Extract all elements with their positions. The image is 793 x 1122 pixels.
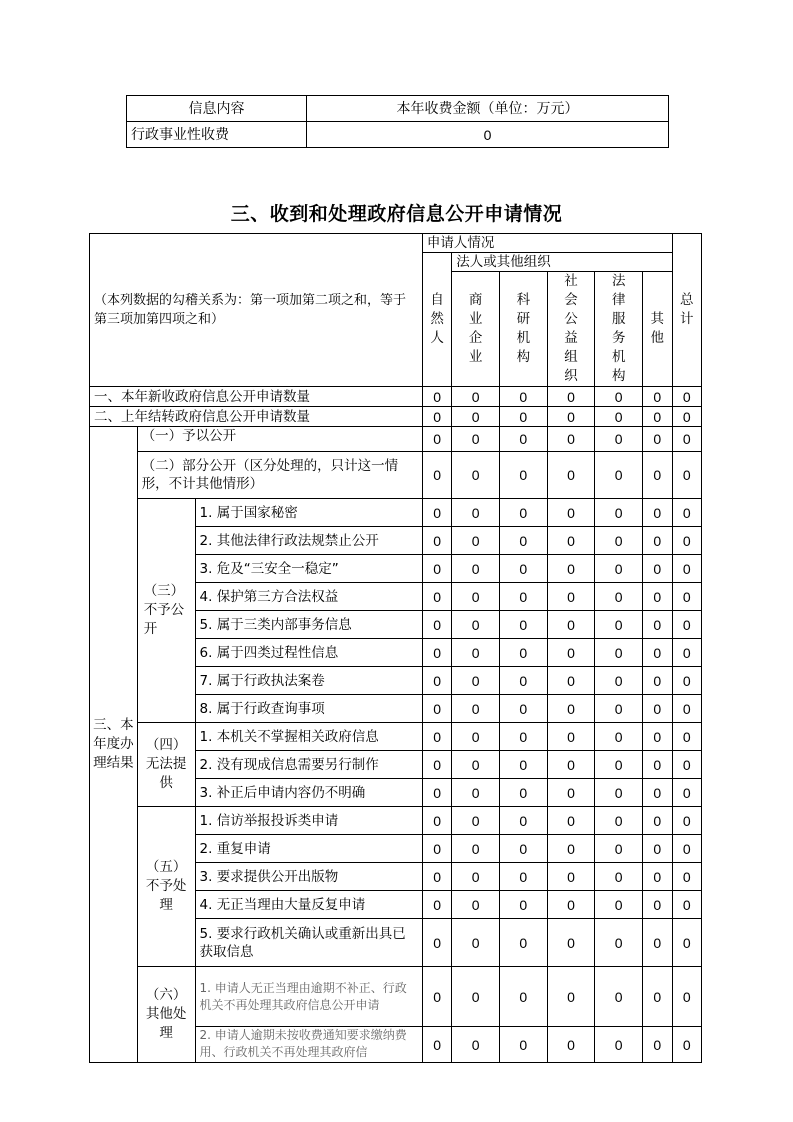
cell-value: 0 <box>595 387 643 407</box>
cell-value: 0 <box>452 387 500 407</box>
row-r1: （一）予以公开 <box>137 427 422 452</box>
cell-value: 0 <box>643 723 672 751</box>
cell-value: 0 <box>499 387 547 407</box>
cell-value: 0 <box>452 863 500 891</box>
cell-value: 0 <box>643 452 672 499</box>
cell-value: 0 <box>643 751 672 779</box>
cell-value: 0 <box>547 835 595 863</box>
col-legal-service: 法律服务机构 <box>595 272 643 387</box>
cell-value: 0 <box>422 452 451 499</box>
cell-value: 0 <box>672 723 702 751</box>
cell-value: 0 <box>452 499 500 527</box>
item-label: 6. 属于四类过程性信息 <box>195 639 422 667</box>
cell-value: 0 <box>547 407 595 427</box>
row-new: 一、本年新收政府信息公开申请数量 <box>90 387 423 407</box>
cell-value: 0 <box>452 427 500 452</box>
cell-value: 0 <box>595 751 643 779</box>
group-g3: （三）不予公开 <box>137 499 195 723</box>
cell-value: 0 <box>672 891 702 919</box>
cell-value: 0 <box>422 667 451 695</box>
cell-value: 0 <box>452 555 500 583</box>
cell-value: 0 <box>547 639 595 667</box>
cell-value: 0 <box>595 583 643 611</box>
cell-value: 0 <box>452 583 500 611</box>
cell-value: 0 <box>422 1027 451 1063</box>
cell-value: 0 <box>499 967 547 1027</box>
cell-value: 0 <box>672 527 702 555</box>
cell-value: 0 <box>452 667 500 695</box>
cell-value: 0 <box>643 667 672 695</box>
cell-value: 0 <box>547 427 595 452</box>
cell-value: 0 <box>452 639 500 667</box>
cell-value: 0 <box>499 639 547 667</box>
cell-value: 0 <box>595 407 643 427</box>
cell-value: 0 <box>672 667 702 695</box>
cell-value: 0 <box>643 427 672 452</box>
cell-value: 0 <box>643 967 672 1027</box>
fee-header-amount: 本年收费金额（单位：万元） <box>307 96 669 122</box>
group-g5: （五）不予处理 <box>137 807 195 967</box>
cell-value: 0 <box>452 779 500 807</box>
cell-value: 0 <box>547 555 595 583</box>
cell-value: 0 <box>672 427 702 452</box>
col-natural: 自然人 <box>422 253 451 387</box>
note-cell: （本列数据的勾稽关系为：第一项加第二项之和，等于第三项加第四项之和） <box>90 234 423 387</box>
fee-table <box>126 95 669 148</box>
cell-value: 0 <box>643 611 672 639</box>
cell-value: 0 <box>595 919 643 967</box>
cell-value: 0 <box>452 723 500 751</box>
item-label: 3. 要求提供公开出版物 <box>195 863 422 891</box>
cell-value: 0 <box>547 667 595 695</box>
cell-value: 0 <box>643 863 672 891</box>
cell-value: 0 <box>643 499 672 527</box>
cell-value: 0 <box>499 807 547 835</box>
cell-value: 0 <box>422 807 451 835</box>
cell-value: 0 <box>452 751 500 779</box>
cell-value: 0 <box>499 751 547 779</box>
cell-value: 0 <box>595 639 643 667</box>
cell-value: 0 <box>547 387 595 407</box>
cell-value: 0 <box>672 919 702 967</box>
table-row <box>90 407 702 427</box>
cell-value: 0 <box>452 527 500 555</box>
cell-value: 0 <box>595 891 643 919</box>
cell-value: 0 <box>547 695 595 723</box>
applicant-header: 申请人情况 <box>422 234 672 253</box>
cell-value: 0 <box>422 583 451 611</box>
cell-value: 0 <box>422 863 451 891</box>
cell-value: 0 <box>672 499 702 527</box>
item-label: 5. 要求行政机关确认或重新出具已获取信息 <box>195 919 422 967</box>
table-row <box>90 723 702 751</box>
table-row <box>90 807 702 835</box>
cell-value: 0 <box>422 387 451 407</box>
cell-value: 0 <box>643 527 672 555</box>
cell-value: 0 <box>499 452 547 499</box>
cell-value: 0 <box>499 1027 547 1063</box>
cell-value: 0 <box>595 611 643 639</box>
cell-value: 0 <box>672 452 702 499</box>
cell-value: 0 <box>643 779 672 807</box>
col-total: 总计 <box>672 234 702 387</box>
cell-value: 0 <box>672 1027 702 1063</box>
item-label: 1. 申请人无正当理由逾期不补正、行政机关不再处理其政府信息公开申请 <box>195 967 422 1027</box>
cell-value: 0 <box>595 499 643 527</box>
cell-value: 0 <box>643 387 672 407</box>
cell-value: 0 <box>422 835 451 863</box>
item-label: 2. 申请人逾期未按收费通知要求缴纳费用、行政机关不再处理其政府信 <box>195 1027 422 1063</box>
cell-value: 0 <box>452 695 500 723</box>
cell-value: 0 <box>452 611 500 639</box>
cell-value: 0 <box>672 583 702 611</box>
item-label: 5. 属于三类内部事务信息 <box>195 611 422 639</box>
cell-value: 0 <box>422 427 451 452</box>
cell-value: 0 <box>499 667 547 695</box>
item-label: 1. 属于国家秘密 <box>195 499 422 527</box>
cell-value: 0 <box>499 863 547 891</box>
legal-header: 法人或其他组织 <box>452 253 672 272</box>
cell-value: 0 <box>595 427 643 452</box>
cell-value: 0 <box>422 407 451 427</box>
cell-value: 0 <box>595 863 643 891</box>
cell-value: 0 <box>452 891 500 919</box>
cell-value: 0 <box>499 555 547 583</box>
row-carry: 二、上年结转政府信息公开申请数量 <box>90 407 423 427</box>
cell-value: 0 <box>422 555 451 583</box>
fee-header-row <box>127 96 669 122</box>
application-table <box>89 233 702 1063</box>
cell-value: 0 <box>499 499 547 527</box>
fee-row-amount: 0 <box>307 122 669 148</box>
cell-value: 0 <box>452 967 500 1027</box>
col-commercial: 商业企业 <box>452 272 500 387</box>
group-results: 三、本年度办理结果 <box>90 427 138 1063</box>
item-label: 4. 无正当理由大量反复申请 <box>195 891 422 919</box>
cell-value: 0 <box>452 835 500 863</box>
cell-value: 0 <box>595 967 643 1027</box>
cell-value: 0 <box>595 835 643 863</box>
item-label: 2. 重复申请 <box>195 835 422 863</box>
cell-value: 0 <box>499 527 547 555</box>
cell-value: 0 <box>422 639 451 667</box>
cell-value: 0 <box>547 723 595 751</box>
item-label: 2. 没有现成信息需要另行制作 <box>195 751 422 779</box>
header-row-1 <box>90 234 702 253</box>
cell-value: 0 <box>595 807 643 835</box>
cell-value: 0 <box>452 807 500 835</box>
cell-value: 0 <box>422 891 451 919</box>
cell-value: 0 <box>595 555 643 583</box>
cell-value: 0 <box>672 555 702 583</box>
cell-value: 0 <box>422 779 451 807</box>
cell-value: 0 <box>672 639 702 667</box>
item-label: 3. 危及“三安全一稳定” <box>195 555 422 583</box>
cell-value: 0 <box>422 611 451 639</box>
cell-value: 0 <box>422 919 451 967</box>
cell-value: 0 <box>643 407 672 427</box>
cell-value: 0 <box>643 835 672 863</box>
item-label: 1. 信访举报投诉类申请 <box>195 807 422 835</box>
cell-value: 0 <box>672 695 702 723</box>
item-label: 4. 保护第三方合法权益 <box>195 583 422 611</box>
cell-value: 0 <box>672 835 702 863</box>
cell-value: 0 <box>547 583 595 611</box>
item-label: 3. 补正后申请内容仍不明确 <box>195 779 422 807</box>
cell-value: 0 <box>643 1027 672 1063</box>
cell-value: 0 <box>643 583 672 611</box>
cell-value: 0 <box>499 835 547 863</box>
cell-value: 0 <box>595 779 643 807</box>
row-r2: （二）部分公开（区分处理的，只计这一情形，不计其他情形） <box>137 452 422 499</box>
cell-value: 0 <box>499 695 547 723</box>
cell-value: 0 <box>499 583 547 611</box>
cell-value: 0 <box>422 695 451 723</box>
cell-value: 0 <box>595 527 643 555</box>
table-row <box>90 452 702 499</box>
cell-value: 0 <box>452 1027 500 1063</box>
cell-value: 0 <box>422 723 451 751</box>
cell-value: 0 <box>643 919 672 967</box>
cell-value: 0 <box>672 967 702 1027</box>
cell-value: 0 <box>499 891 547 919</box>
cell-value: 0 <box>452 407 500 427</box>
cell-value: 0 <box>595 1027 643 1063</box>
cell-value: 0 <box>643 695 672 723</box>
cell-value: 0 <box>672 387 702 407</box>
cell-value: 0 <box>547 751 595 779</box>
cell-value: 0 <box>499 779 547 807</box>
cell-value: 0 <box>547 863 595 891</box>
col-social: 社会公益组织 <box>547 272 595 387</box>
cell-value: 0 <box>547 452 595 499</box>
cell-value: 0 <box>452 452 500 499</box>
cell-value: 0 <box>547 779 595 807</box>
cell-value: 0 <box>672 407 702 427</box>
cell-value: 0 <box>643 639 672 667</box>
cell-value: 0 <box>547 891 595 919</box>
cell-value: 0 <box>595 452 643 499</box>
cell-value: 0 <box>595 695 643 723</box>
item-label: 8. 属于行政查询事项 <box>195 695 422 723</box>
cell-value: 0 <box>422 967 451 1027</box>
cell-value: 0 <box>672 863 702 891</box>
cell-value: 0 <box>547 807 595 835</box>
group-g4: （四）无法提供 <box>137 723 195 807</box>
fee-row <box>127 122 669 148</box>
col-research: 科研机构 <box>499 272 547 387</box>
item-label: 7. 属于行政执法案卷 <box>195 667 422 695</box>
table-row <box>90 427 702 452</box>
cell-value: 0 <box>672 807 702 835</box>
cell-value: 0 <box>422 499 451 527</box>
cell-value: 0 <box>672 779 702 807</box>
cell-value: 0 <box>499 427 547 452</box>
cell-value: 0 <box>452 919 500 967</box>
cell-value: 0 <box>422 751 451 779</box>
cell-value: 0 <box>547 1027 595 1063</box>
cell-value: 0 <box>547 967 595 1027</box>
cell-value: 0 <box>672 611 702 639</box>
cell-value: 0 <box>499 723 547 751</box>
fee-header-item: 信息内容 <box>127 96 307 122</box>
cell-value: 0 <box>547 527 595 555</box>
item-label: 2. 其他法律行政法规禁止公开 <box>195 527 422 555</box>
cell-value: 0 <box>643 891 672 919</box>
cell-value: 0 <box>595 667 643 695</box>
cell-value: 0 <box>643 807 672 835</box>
item-label: 1. 本机关不掌握相关政府信息 <box>195 723 422 751</box>
cell-value: 0 <box>422 527 451 555</box>
cell-value: 0 <box>499 611 547 639</box>
cell-value: 0 <box>643 555 672 583</box>
fee-row-item: 行政事业性收费 <box>127 122 307 148</box>
cell-value: 0 <box>499 407 547 427</box>
group-g6: （六）其他处理 <box>137 967 195 1063</box>
cell-value: 0 <box>499 919 547 967</box>
col-other: 其他 <box>643 272 672 387</box>
section-title: 三、收到和处理政府信息公开申请情况 <box>230 203 563 225</box>
table-row <box>90 499 702 527</box>
cell-value: 0 <box>547 919 595 967</box>
cell-value: 0 <box>547 611 595 639</box>
table-row <box>90 967 702 1027</box>
cell-value: 0 <box>547 499 595 527</box>
table-row <box>90 387 702 407</box>
cell-value: 0 <box>595 723 643 751</box>
cell-value: 0 <box>672 751 702 779</box>
